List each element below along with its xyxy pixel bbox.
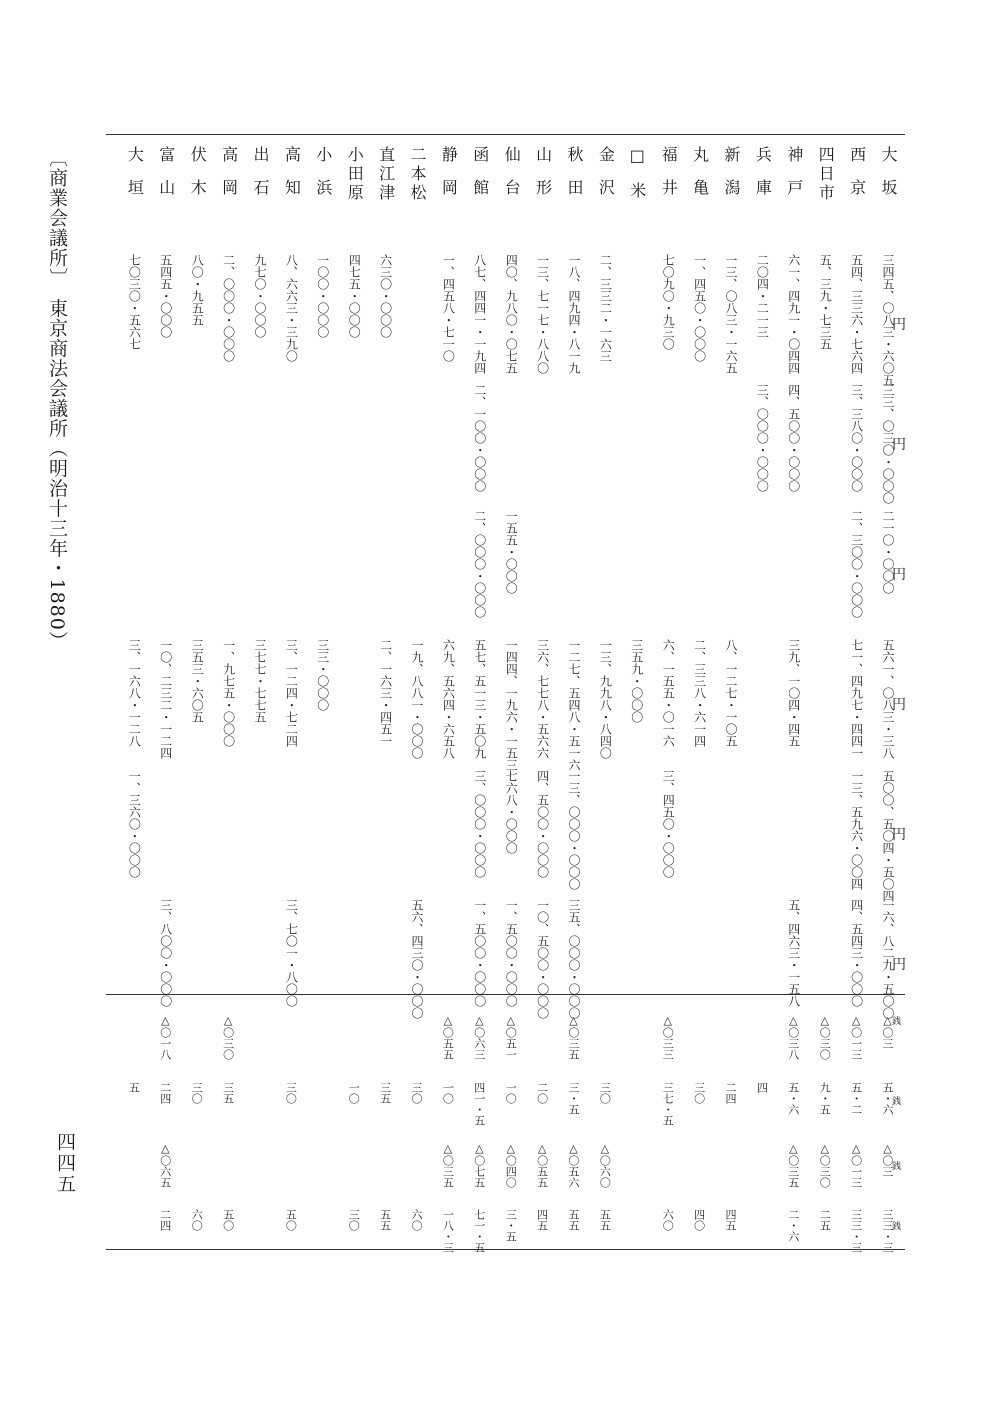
table-cell-c9: △〇三五 [786,1142,800,1188]
table-cell-c8: 五・六 [881,1082,894,1115]
table-cell-c10: 六〇 [190,1209,204,1231]
table-cell-c8: 二四 [724,1082,737,1104]
table-cell-c4: 三九、一〇四・四五 [786,639,801,747]
city-name: 大垣 [125,146,145,212]
table-cell-c3: 二、三〇〇・〇〇〇 [849,510,864,618]
table-cell-c9: △〇五六 [567,1142,580,1188]
table-cell-c10: 七一・五 [472,1209,486,1253]
table-cell-c8: 二〇 [535,1082,549,1104]
city-name: 函館 [470,146,490,212]
city-name: 福井 [659,146,679,212]
table-cell-c7: △〇一八 [158,1014,172,1060]
table-cell-c1: 六三〇・〇〇〇 [378,254,393,338]
table-cell-c10: 二四 [158,1209,172,1231]
table-cell-c7: △〇五一 [504,1014,518,1060]
table-cell-c1: 五、三九・七三五 [818,254,833,350]
table-cell-c8: 四 [755,1082,769,1093]
table-cell-c9: △〇三 [881,1142,894,1177]
table-cell-c1: 二〇四・二一三 [755,254,770,338]
table-cell-c7: △〇三〇 [221,1014,235,1060]
table-cell-c7: △〇三 [881,1014,894,1049]
unit-label: 円 [892,697,906,713]
table-cell-c5: 五〇〇、五〇四・五〇四 [881,770,895,902]
table-cell-c4: 六九、五六四・六五八 [441,639,456,759]
unit-label: 銭 [892,1222,902,1232]
table-cell-c7: △〇三三 [661,1014,675,1060]
table-cell-c5: 一、三六〇・〇〇〇 [127,770,142,878]
city-name: 金沢 [596,146,616,212]
table-cell-c4: 三三・〇〇〇 [315,639,330,711]
table-cell-c6: 五、四六三・一五八 [786,899,801,1007]
page-number: 四四五 [54,1132,76,1195]
table-cell-c5: 一三、五九六・〇〇四 [849,770,864,890]
table-cell-c10: 五五 [378,1209,392,1231]
table-cell-c10: 四〇 [692,1209,706,1231]
city-name: 小浜 [313,146,333,212]
city-name: 静岡 [439,146,459,212]
table-cell-c6: 一、五〇〇・〇〇〇 [472,899,487,1007]
city-name: 神戸 [784,146,804,212]
table-cell-c6: 五六、四三〇・〇〇〇 [410,899,424,1019]
table-cell-c9: △〇三五 [441,1142,455,1188]
table-cell-c7: △〇五五 [441,1014,455,1060]
table-cell-c1: 一八、四九四・八一九 [567,254,581,374]
city-name: 伏木 [188,146,208,212]
table-cell-c1: 七〇九〇・九三〇 [661,254,676,350]
table-cell-c10: 三三・三 [849,1209,863,1253]
table-cell-c8: 三五 [378,1082,392,1104]
table-cell-c10: 五五 [567,1209,580,1231]
table-cell-c4: 一九、八八一・〇〇〇 [410,639,424,759]
table-cell-c1: 三四五、〇八三・六〇五 [881,254,895,386]
city-name: 出石 [251,146,270,212]
city-name: 富山 [156,146,176,212]
table-cell-c8: 五・六 [786,1082,800,1115]
table-cell-c8: 九・五 [818,1082,832,1115]
unit-label: 銭 [892,1162,902,1172]
table-cell-c5: 三、四五〇・〇〇〇 [661,770,676,878]
table-cell-c4: 一〇、二三二・一二四 [158,639,173,759]
table-cell-c4: 一三、九九八・八四〇 [598,639,613,759]
table-cell-c8: 三〇 [190,1082,204,1104]
table-cell-c8: 三五 [221,1082,235,1104]
table-cell-c8: 五 [127,1082,141,1093]
table-cell-c1: 一〇〇・〇〇〇 [315,254,330,338]
unit-label: 円 [892,437,906,453]
table-cell-c3: 二、〇〇〇・〇〇〇 [472,510,487,618]
table-cell-c8: 一〇 [504,1082,518,1104]
table-cell-c3: 一五五・〇〇〇 [504,510,519,594]
table-cell-c4: 一四四、一九六・一五三 [504,639,519,771]
table-cell-c10: 二五 [818,1209,832,1231]
running-head: 〔商業会議所〕 東京商法会議所（明治十三年・1880） [46,148,68,651]
table-cell-c1: 八、六六三・三九〇 [284,254,299,362]
table-cell-c4: 三、一二四・七二四 [284,639,299,747]
table-cell-c1: 二、〇〇〇・〇〇〇 [221,254,236,362]
table-cell-c9: △〇七五 [472,1142,486,1188]
table-cell-c10: 二・六 [786,1209,800,1242]
table-cell-c6: 一六、八二九・五〇〇 [881,899,895,1019]
city-name: 山形 [533,146,553,212]
table-cell-c7: △〇一三 [849,1014,863,1060]
table-cell-c6: 一、五〇〇・〇〇〇 [504,899,519,1007]
table-cell-c2: 四、五〇〇・〇〇〇 [786,384,801,492]
table-cell-c2: 三、〇〇〇・〇〇〇 [755,384,770,492]
table-cell-c1: 八七、四四一・一九四 [472,254,487,374]
city-name: 二本松 [408,146,427,203]
table-cell-c10: 六〇 [410,1209,423,1231]
city-name: 丸亀 [690,146,710,212]
table-cell-c5: 四、五〇〇・〇〇〇 [535,770,550,878]
table-cell-c7: △〇三〇 [818,1014,832,1060]
city-name: 大坂 [879,146,898,212]
table-cell-c5: 三、〇〇〇・〇〇〇 [472,770,487,878]
table-cell-c8: 五・二 [849,1082,863,1115]
table-cell-c4: 八、一二七・一〇五 [724,639,738,747]
table-cell-c6: 一〇、五〇〇・〇〇〇 [535,899,550,1019]
table-cell-c4: 六、一五五・〇一六 [661,639,676,747]
table-cell-c10: 三〇 [347,1209,361,1231]
table-cell-c9: △〇一三 [849,1142,863,1188]
table-cell-c4: 二、一六三・四五一 [378,639,393,747]
table-cell-c6: 三、八〇〇・〇〇〇 [158,899,173,1007]
table-cell-c5: 七六八・〇〇〇 [504,770,519,854]
unit-label: 銭 [892,1097,902,1107]
city-name: 秋田 [565,146,584,212]
table-cell-c9: △〇四〇 [504,1142,518,1188]
table-rule-top [106,134,905,135]
unit-label: 円 [892,567,906,583]
table-cell-c1: 四〇、九八〇・〇七五 [504,254,519,374]
table-cell-c10: 三・五 [504,1209,518,1242]
city-name: □米 [627,146,647,215]
table-cell-c1: 九七〇・〇〇〇 [253,254,267,338]
table-cell-c10: 一八・三 [441,1209,455,1253]
table-cell-c8: 三・五 [567,1082,580,1115]
table-cell-c2: 三三、〇三〇・〇〇〇 [881,384,895,504]
table-cell-c8: 三〇 [598,1082,612,1104]
table-cell-c1: 五四、三三六・七六四 [849,254,864,374]
table-cell-c6: 三、七〇一・八〇〇 [284,899,299,1007]
table-cell-c4: 三、一六八・一二八 [127,639,142,747]
table-cell-c4: 三五九・〇〇〇 [629,639,644,723]
table-cell-c1: 六一、四九一・〇四四 [786,254,801,374]
table-cell-c6: 四、五四三・〇〇〇 [849,899,864,1007]
table-cell-c8: 二四 [158,1082,172,1104]
city-name: 西京 [847,146,867,212]
table-cell-c4: 一、九七五・〇〇〇 [221,639,236,747]
table-rule-bottom [106,1249,905,1250]
table-cell-c1: 一三、〇八三・一六五 [724,254,738,374]
table-cell-c1: 一三、七一七・八八〇 [535,254,550,374]
table-cell-c4: 三六、七七八・五六六 [535,639,550,759]
unit-label: 銭 [892,1017,902,1027]
table-cell-c4: 三七七・七七五 [253,639,267,723]
table-cell-c1: 五四五・〇〇〇 [158,254,173,338]
table-cell-c8: 四一・五 [472,1082,486,1126]
unit-label: 円 [892,827,906,843]
city-name: 高知 [282,146,302,212]
table-cell-c9: △〇三〇 [818,1142,832,1188]
table-cell-c1: 一、四五八・七一〇 [441,254,456,362]
table-cell-c10: 五〇 [284,1209,298,1231]
city-name: 小田原 [345,146,365,203]
table-cell-c8: 三七・五 [661,1082,675,1126]
table-cell-c4: 五七、五一三・五〇九 [472,639,487,759]
table-cell-c8: 三〇 [284,1082,298,1104]
table-cell-c1: 八〇・九五五 [190,254,205,326]
unit-label: 円 [892,957,906,973]
table-cell-c4: 五六一、〇八三・三八 [881,639,895,759]
table-cell-c10: 四五 [724,1209,737,1231]
table-cell-c1: 七〇三〇・五六七 [127,254,142,350]
city-name: 兵庫 [753,146,773,212]
table-cell-c10: 五〇 [221,1209,235,1231]
table-cell-c10: 六〇 [661,1209,675,1231]
table-cell-c4: 一二七、五四八・五一六 [567,639,581,771]
table-cell-c5: 一三、〇〇〇・〇〇〇 [567,770,581,890]
table-cell-c9: △〇五五 [535,1142,549,1188]
table-cell-c10: 三三・三 [881,1209,894,1253]
table-cell-c7: △〇三八 [786,1014,800,1060]
table-cell-c6: 三五、〇〇〇・〇〇〇 [567,899,581,1019]
table-cell-c9: △〇六〇 [598,1142,612,1188]
table-cell-c4: 七一、四九七・四四一 [849,639,864,759]
table-cell-c8: 三〇 [410,1082,423,1104]
table-cell-c1: 四七五・〇〇〇 [347,254,362,338]
table-cell-c2: 二、一〇〇・〇〇〇 [472,384,487,492]
table-cell-c3: 二一〇・〇〇〇 [881,510,895,594]
city-name: 新潟 [722,146,741,212]
table-cell-c10: 四五 [535,1209,549,1231]
city-name: 仙台 [502,146,522,212]
city-name: 直江津 [376,146,396,203]
table-cell-c4: 二、三三八・六一四 [692,639,707,747]
table-cell-c1: 二、三三二・一六三 [598,254,613,362]
table-cell-c8: 三〇 [692,1082,706,1104]
statistics-table [106,134,906,1253]
table-cell-c7: △〇三五 [567,1014,580,1060]
table-cell-c2: 三、三八〇・〇〇〇 [849,384,864,492]
table-cell-c4: 三五三・六〇五 [190,639,205,723]
table-cell-c7: △〇六三 [472,1014,486,1060]
city-name: 四日市 [816,146,836,203]
table-cell-c1: 一、四五〇・〇〇〇 [692,254,707,362]
unit-label: 円 [892,317,906,333]
table-cell-c8: 一〇 [441,1082,455,1104]
table-cell-c9: △〇六五 [158,1142,172,1188]
city-name: 高岡 [219,146,239,212]
table-cell-c10: 五五 [598,1209,612,1231]
table-cell-c8: 一〇 [347,1082,361,1104]
